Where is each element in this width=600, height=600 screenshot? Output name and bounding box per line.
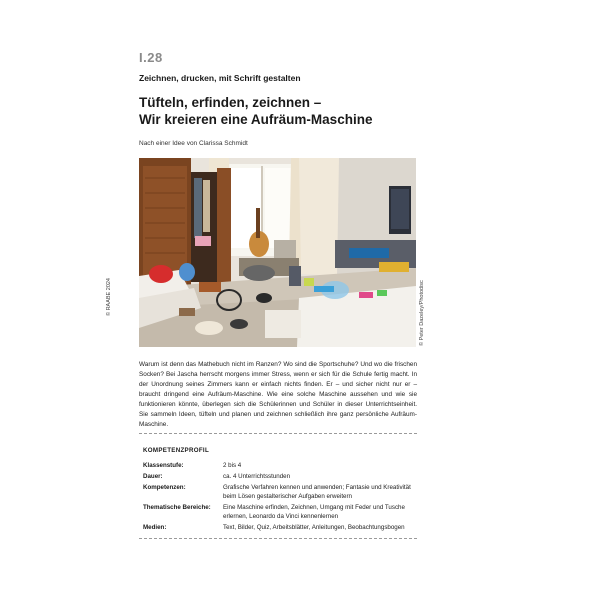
competence-profile: [143, 461, 417, 534]
profile-row: [143, 461, 417, 470]
profile-key: Thematische Bereiche:: [143, 504, 211, 511]
profile-value: ca. 4 Unterrichtsstunden: [223, 473, 291, 480]
title-line-2: Wir kreieren eine Aufräum-Maschine: [139, 112, 373, 127]
copyright-note: © RAABE 2024: [106, 278, 112, 316]
profile-value: 2 bis 4: [223, 462, 242, 469]
section-subtitle: Zeichnen, drucken, mit Schrift gestalten: [139, 73, 301, 83]
profile-row: [143, 503, 417, 521]
intro-paragraph: Warum ist denn das Mathebuch nicht im Ranzen? Wo sind die Sportschuhe? Und wo die frischen Socken? Bei Jascha herrscht morgens immer Stress, wenn er sich für die Schule fertig macht. In der Unordnung seines Zimmers kann er einfach nichts finden. Er – und sicher nicht nur er – braucht dringend eine Aufräum-Maschine. Wie eine solche Maschine aussehen und wie sie funktionieren könnte, überlegen sich die Schülerinnen und Schüler in dieser Unterrichtseinheit. Sie sammeln Ideen, tüfteln und planen und zeichnen schließlich ihre ganz persönliche Aufräum-Maschine.: [139, 361, 417, 428]
profile-key: Kompetenzen:: [143, 484, 186, 491]
profile-row: [143, 483, 417, 501]
profile-key: Klassenstufe:: [143, 462, 184, 469]
photo-credit: © Peter Dazeley/Photodisc: [419, 280, 425, 346]
page-number: I.28: [139, 50, 163, 65]
page-title: [139, 94, 439, 128]
profile-row: [143, 472, 417, 481]
profile-key: Dauer:: [143, 473, 163, 480]
profile-value: Text, Bilder, Quiz, Arbeitsblätter, Anleitungen, Beobachtungsbogen: [223, 524, 405, 531]
panel-top-rule: [139, 433, 417, 434]
panel-bottom-rule: [139, 538, 417, 539]
title-line-1: Tüfteln, erfinden, zeichnen –: [139, 95, 322, 110]
profile-key: Medien:: [143, 524, 167, 531]
profile-row: [143, 523, 417, 532]
messy-room-photo: [139, 158, 416, 347]
author-note: Nach einer Idee von Clarissa Schmidt: [139, 140, 248, 147]
profile-heading: KOMPETENZPROFIL: [143, 447, 210, 454]
profile-value: Eine Maschine erfinden, Zeichnen, Umgang mit Feder und Tusche erlernen, Leonardo da Vinci kennenlernen: [223, 504, 405, 520]
profile-value: Grafische Verfahren kennen und anwenden; Fantasie und Kreativität beim Lösen gestalterischer Aufgaben erweitern: [223, 484, 411, 500]
